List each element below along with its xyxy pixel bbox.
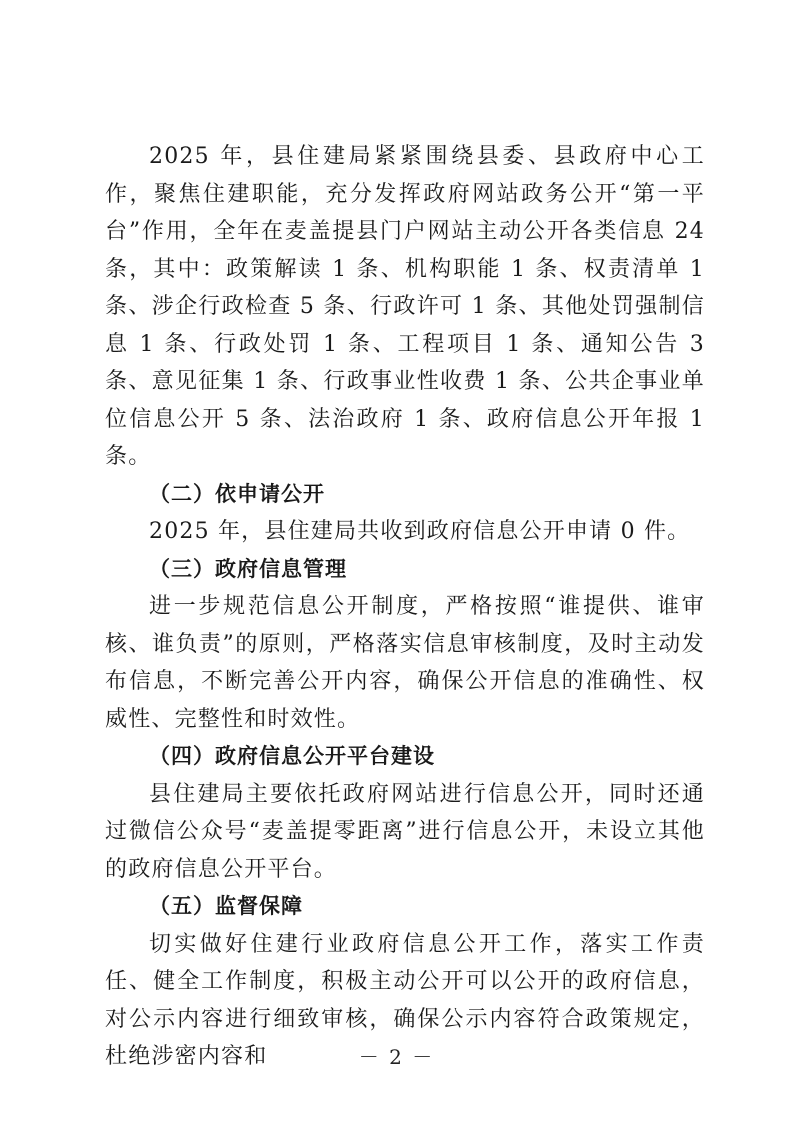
paragraph-information-management: 进一步规范信息公开制度，严格按照“谁提供、谁审核、谁负责”的原则，严格落实信息审核制度，及时主动发布信息，不断完善公开内容，确保公开信息的准确性、权威性、完整性和时效性。 <box>105 594 705 732</box>
paragraph-application-disclosure: 2025 年，县住建局共收到政府信息公开申请 0 件。 <box>149 519 691 544</box>
section-heading-information-management: （三）政府信息管理 <box>149 556 347 581</box>
section-heading-supervision: （五）监督保障 <box>149 894 303 918</box>
section-heading-platform-construction: （四）政府信息公开平台建设 <box>149 744 435 768</box>
document-body <box>105 138 705 1076</box>
paragraph-platform-construction: 县住建局主要依托政府网站进行信息公开，同时还通过微信公众号“麦盖提零距离”进行信息公开，未设立其他的政府信息公开平台。 <box>105 781 705 882</box>
section-heading-application-disclosure: （二）依申请公开 <box>149 481 325 506</box>
paragraph-supervision: 切实做好住建行业政府信息公开工作，落实工作责任、健全工作制度，积极主动公开可以公开的政府信息，对公示内容进行细致审核，确保公示内容符合政策规定，杜绝涉密内容和 <box>105 931 705 1069</box>
page-number: － 2 － <box>358 1045 435 1069</box>
paragraph-active-disclosure: 2025 年，县住建局紧紧围绕县委、县政府中心工作，聚焦住建职能，充分发挥政府网站政务公开“第一平台”作用，全年在麦盖提县门户网站主动公开各类信息 24 条，其中：政策解读 1 条、机构职能 1 条、权责清单 1 条、涉企行政检查 5 条、行政许可 1 条、其他处罚强制信息 1 条、行政处罚 1 条、工程项目 1 条、通知公告 3 条、意见征集 1 条、行政事业性收费 1 条、公共企事业单位信息公开 5 条、法治政府 1 条、政府信息公开年报 1 条。 <box>105 144 705 469</box>
